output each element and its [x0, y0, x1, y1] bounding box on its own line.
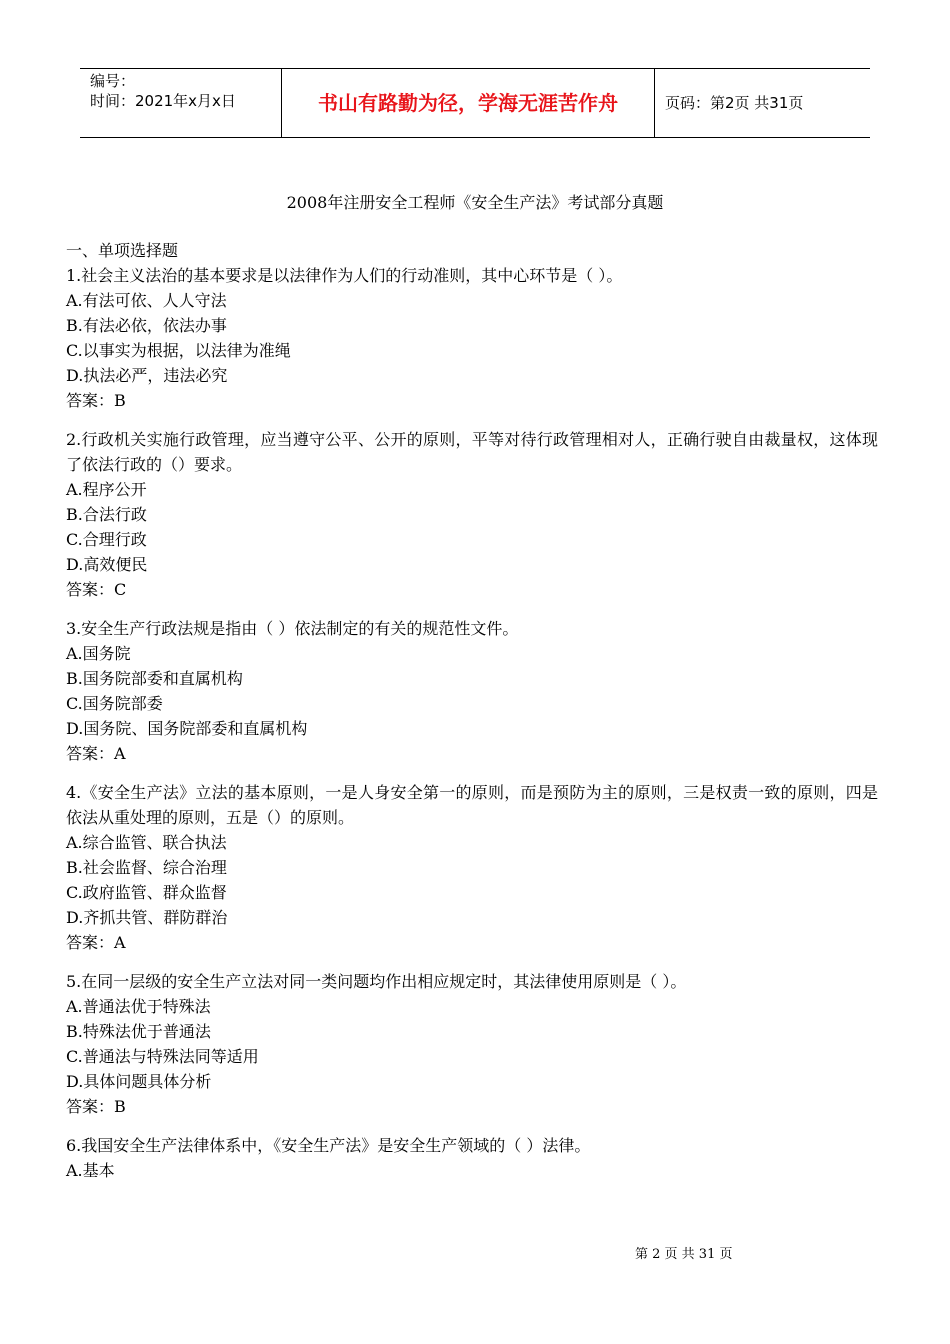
header-meta: [90, 71, 236, 111]
option-d: D.高效便民: [66, 555, 148, 574]
option-c: C.政府监管、群众监督: [66, 883, 227, 902]
option-a: A.综合监管、联合执法: [66, 833, 227, 852]
answer: 答案：B: [66, 1097, 126, 1116]
document-title: 2008年注册安全工程师《安全生产法》考试部分真题: [286, 193, 664, 212]
question-list: [66, 238, 878, 1183]
question-6: [66, 1133, 878, 1183]
answer: 答案：B: [66, 391, 126, 410]
question-stem: 3.安全生产行政法规是指由（ ）依法制定的有关的规范性文件。: [66, 619, 519, 638]
option-c: C.合理行政: [66, 530, 147, 549]
section-heading: 一、单项选择题: [66, 241, 179, 260]
option-b: B.国务院部委和直属机构: [66, 669, 243, 688]
page-footer: 第 2 页 共 31 页: [635, 1247, 733, 1262]
question-stem: 4.《安全生产法》立法的基本原则，一是人身安全第一的原则，而是预防为主的原则，三是权责一致的原则，四是依法从重处理的原则，五是（）的原则。: [66, 783, 878, 827]
question-2: [66, 427, 878, 602]
question-1: [66, 263, 878, 413]
question-3: [66, 616, 878, 766]
option-d: D.齐抓共管、群防群治: [66, 908, 228, 927]
option-c: C.国务院部委: [66, 694, 163, 713]
option-d: D.国务院、国务院部委和直属机构: [66, 719, 308, 738]
option-d: D.具体问题具体分析: [66, 1072, 212, 1091]
option-b: B.有法必依，依法办事: [66, 316, 227, 335]
header-page-info: 页码：第2页 共31页: [665, 94, 804, 112]
option-b: B.合法行政: [66, 505, 147, 524]
answer: 答案：A: [66, 933, 126, 952]
header-table: [80, 68, 870, 138]
question-stem: 2.行政机关实施行政管理，应当遵守公平、公开的原则，平等对待行政管理相对人，正确行驶自由裁量权，这体现了依法行政的（）要求。: [66, 430, 878, 474]
question-5: [66, 969, 878, 1119]
number-label: 编号：: [90, 72, 136, 90]
answer: 答案：A: [66, 744, 126, 763]
option-a: A.普通法优于特殊法: [66, 997, 211, 1016]
answer: 答案：C: [66, 580, 127, 599]
option-c: C.普通法与特殊法同等适用: [66, 1047, 259, 1066]
question-4: [66, 780, 878, 955]
option-b: B.特殊法优于普通法: [66, 1022, 211, 1041]
option-a: A.基本: [66, 1161, 115, 1180]
option-b: B.社会监督、综合治理: [66, 858, 227, 877]
option-d: D.执法必严，违法必究: [66, 366, 228, 385]
option-a: A.有法可依、人人守法: [66, 291, 227, 310]
option-a: A.程序公开: [66, 480, 147, 499]
question-stem: 6.我国安全生产法律体系中，《安全生产法》是安全生产领域的（ ）法律。: [66, 1136, 591, 1155]
option-c: C.以事实为根据，以法律为准绳: [66, 341, 291, 360]
header-motto: 书山有路勤为径，学海无涯苦作舟: [318, 91, 618, 115]
question-stem: 1.社会主义法治的基本要求是以法律作为人们的行动准则，其中心环节是（ ）。: [66, 266, 623, 285]
date-label: 时间：2021年x月x日: [90, 92, 236, 110]
header-divider: [654, 69, 655, 137]
question-stem: 5.在同一层级的安全生产立法对同一类问题均作出相应规定时，其法律使用原则是（ ）。: [66, 972, 687, 991]
option-a: A.国务院: [66, 644, 131, 663]
